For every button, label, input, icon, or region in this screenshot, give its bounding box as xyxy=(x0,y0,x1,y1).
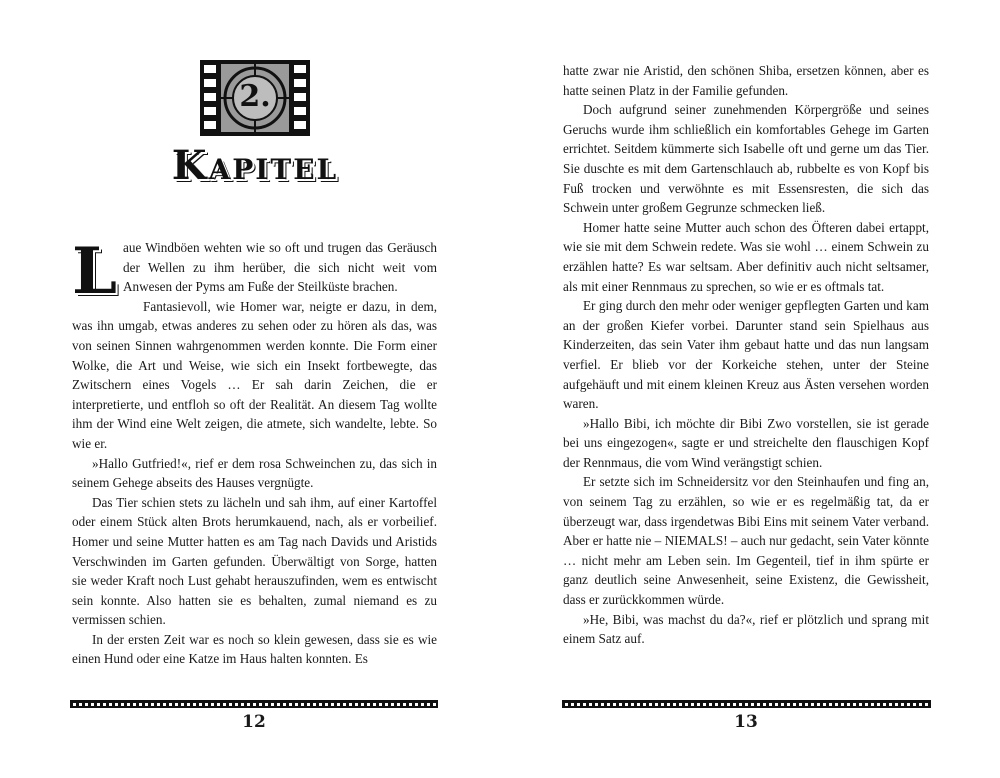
paragraph: »He, Bibi, was machst du da?«, rief er plötzlich und sprang mit einem Satz auf. xyxy=(563,611,929,647)
paragraph: Homer hatte seine Mutter auch schon des Öfteren dabei ertappt, wie sie mit dem Schwein redete. Was sie wohl … einem Schwein zu erzählen hatte? Es war seltsam. Aber definitiv auch nicht seltsamer, als mit einer Rennmaus zu sprechen, so wie er es oftmals tat. xyxy=(563,219,929,294)
paragraph: »Hallo Bibi, ich möchte dir Bibi Zwo vorstellen, sie ist gerade bei uns eingezogen«, sagte er und streichelte den flauschigen Kopf der Rennmaus, die vom Wind verängstigt schien. xyxy=(563,415,929,470)
chapter-title: Kapitel xyxy=(171,142,339,189)
paragraph: Er ging durch den mehr oder weniger gepflegten Garten und kam an der großen Kiefer vorbei. Darunter stand sein Spielhaus aus Kinderzeiten, das sein Vater ihm gebaut hatte und das nun langsam verfiel. Er blieb vor der Korkeiche stehen, unter der Steine aufgehäuft und mit einem kleinen Kreuz aus Ästen versehen worden waren. xyxy=(563,298,929,412)
right-body-text xyxy=(563,61,929,649)
paragraph: Doch aufgrund seiner zunehmenden Körpergröße und seines Geruchs wurde ihm schließlich ein komfortables Gehege im Garten errichtet. Seitdem kümmerte sich Isabelle oft und gerne um das Tier. Sie duschte es mit dem Gartenschlauch ab, rubbelte es von Kopf bis Fuß trocken und verwöhnte es mit Essensresten, die sich das Schwein unter großem Gegrunze schmecken ließ. xyxy=(563,102,929,216)
chapter-number: 2. xyxy=(239,79,271,114)
drop-cap: L xyxy=(72,234,117,309)
paragraph: Fantasievoll, wie Homer war, neigte er dazu, in dem, was ihn umgab, etwas anderes zu sehen oder zu hören als das, was von seinen Sinnen wahrgenommen werden konnte. Die Form einer Wolke, die Art und Weise, wie sich ein Insekt fortbewegte, das Zwitschern eines Vogels … Er sah darin Zeichen, die er interpretierte, und entfloh so oft der Realität. An diesem Tag wollte ihm der Wind eine Welt zeigen, die atmete, sich wandelte, lebte. So wie er. xyxy=(72,298,437,451)
paragraph: Laue Windböen wehten wie so oft und trugen das Geräusch der Wellen zu ihm herüber, die sich nicht weit vom Anwesen der Pyms am Fuße der Steilküste brachen. xyxy=(72,234,437,309)
page-number: 13 xyxy=(734,712,758,732)
paragraph: In der ersten Zeit war es noch so klein gewesen, dass sie es wie einen Hund oder eine Katze im Haus halten konnten. Es xyxy=(72,631,437,667)
left-body-text xyxy=(72,234,437,669)
paragraph: hatte zwar nie Aristid, den schönen Shiba, ersetzen können, aber es hatte seinen Platz in der Familie gefunden. xyxy=(563,63,929,98)
right-page xyxy=(500,0,1000,778)
film-strip-divider xyxy=(562,700,931,708)
paragraph: Das Tier schien stets zu lächeln und sah ihm, auf einer Kartoffel oder einem Stück alten Brots herumkauend, nach, als er vorbeilief. Homer und seine Mutter hatten es am Tag nach Davids und Aristids Verschwinden im Garten gefunden. Überwältigt von Sorge, hatten sie weder Kraft noch Lust gehabt herauszufinden, wem es entwischt sein konnte. Also hatten sie es behalten, zumal niemand es zu vermissen schien. xyxy=(72,494,437,628)
page-number: 12 xyxy=(242,712,266,732)
film-strip-divider xyxy=(70,700,438,708)
paragraph: Er setzte sich im Schneidersitz vor den Steinhaufen und fing an, von seinem Tag zu erzählen, so wie er es regelmäßig tat, da er überzeugt war, dass irgendetwas Bibi Eins mit seinem Vater verband. Aber er hatte nie – NIEMALS! – auch nur gedacht, sein Vater könnte … nicht mehr am Leben sein. Im Gegenteil, tief in ihm spürte er ganz deutlich seine Anwesenheit, seine Existenz, die Gewissheit, dass er zurückkommen würde. xyxy=(563,474,929,608)
paragraph: »Hallo Gutfried!«, rief er dem rosa Schweinchen zu, das sich in seinem Gehege abseits des Hauses vergnügte. xyxy=(72,455,437,491)
